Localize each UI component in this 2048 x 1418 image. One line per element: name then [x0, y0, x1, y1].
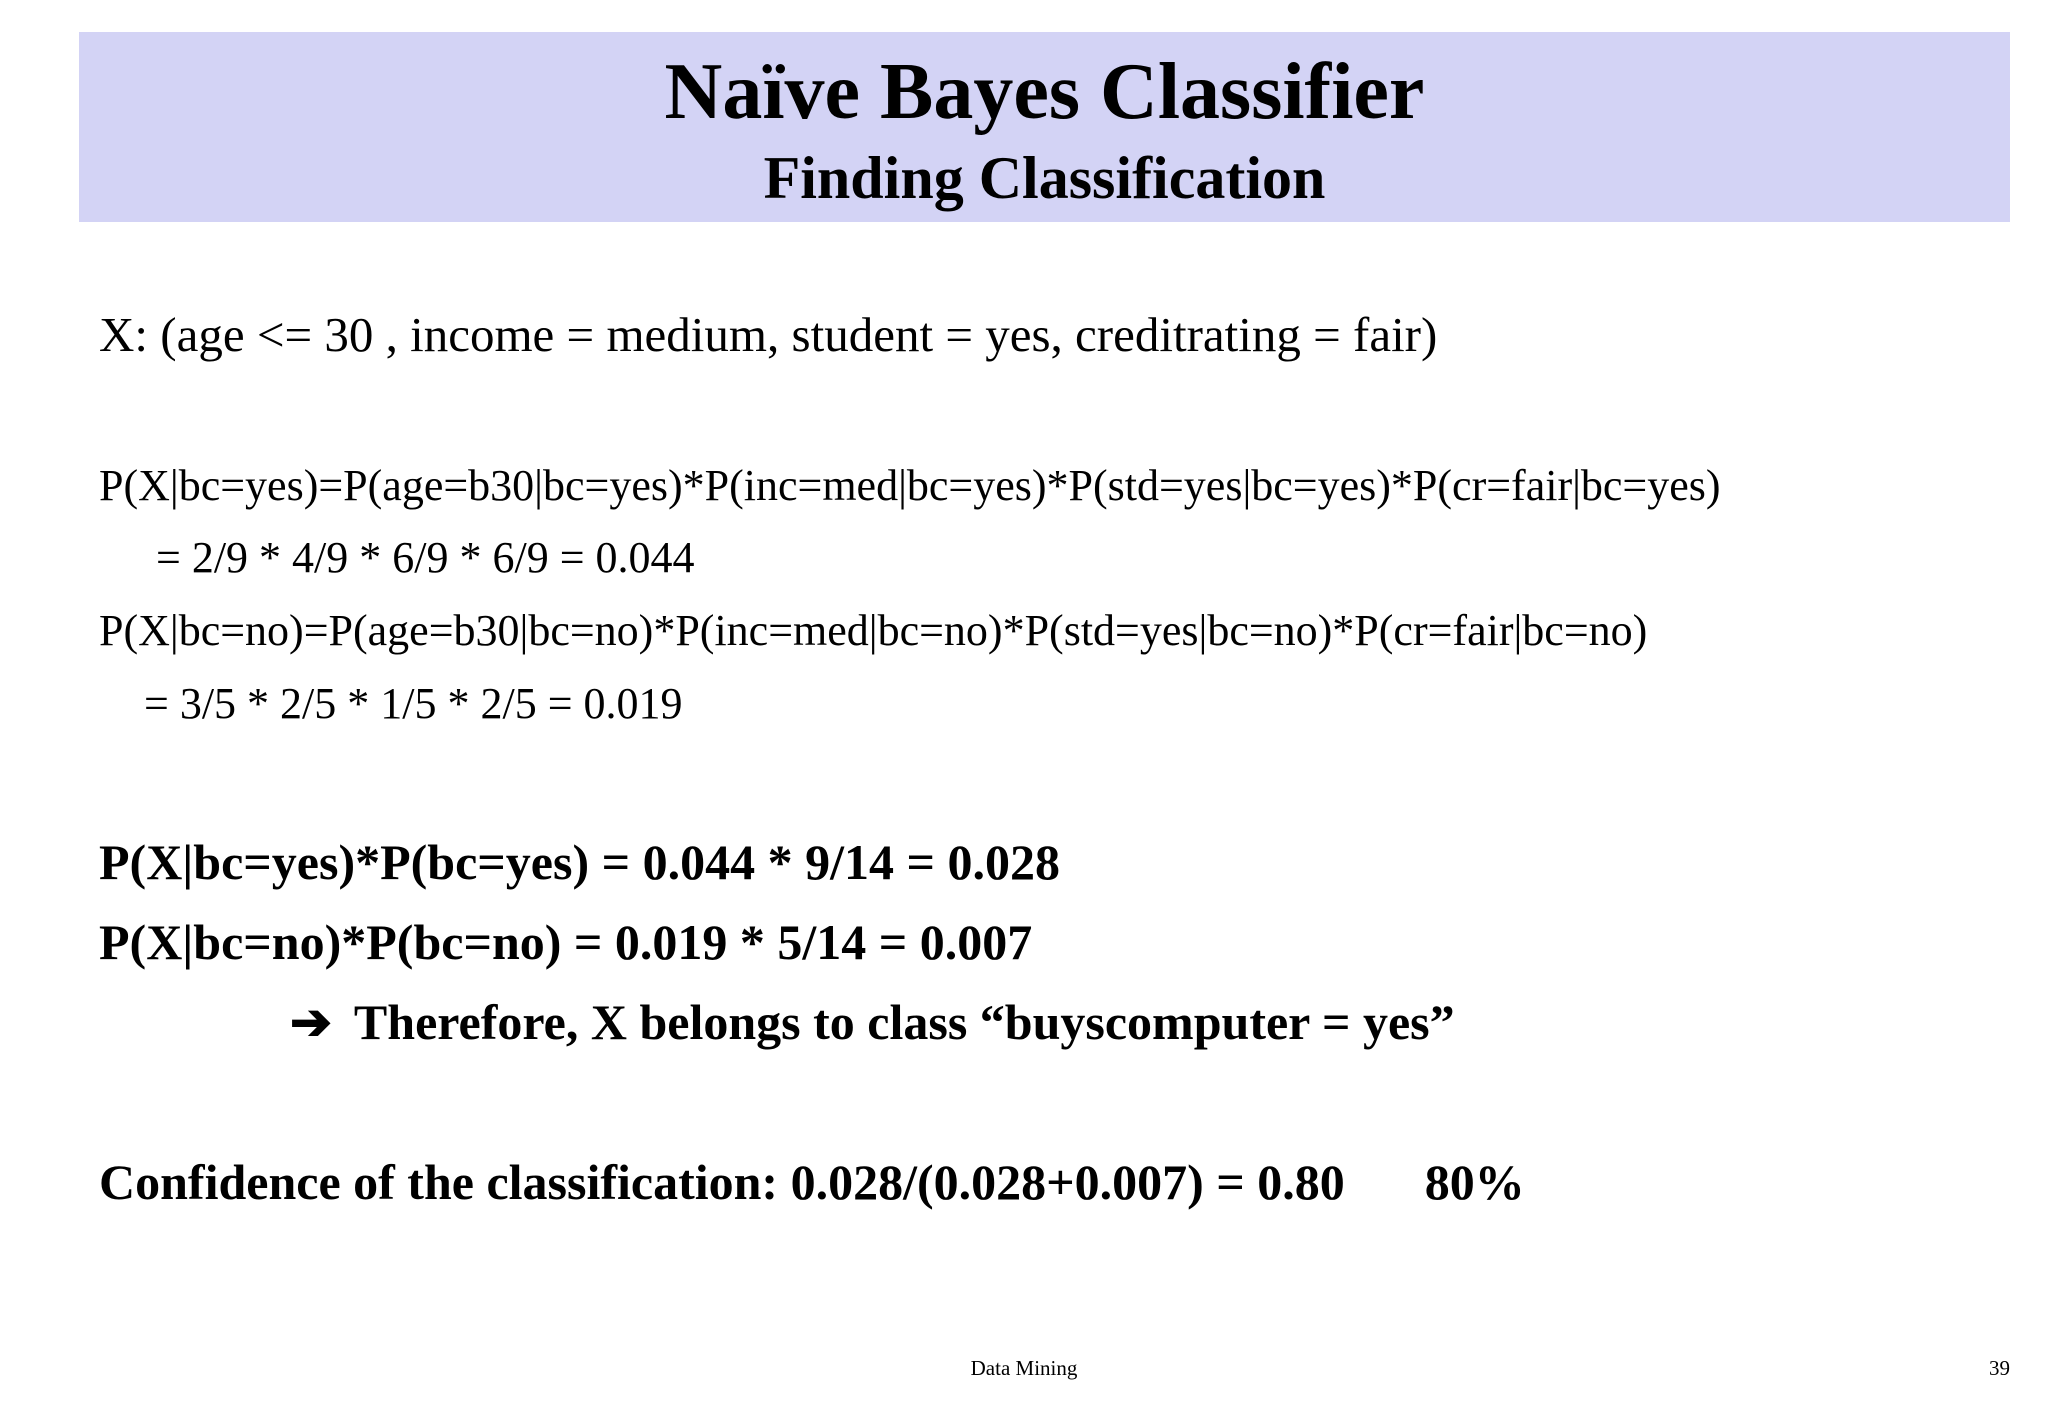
likelihood-no-value: = 3/5 * 2/5 * 1/5 * 2/5 = 0.019: [144, 679, 683, 728]
confidence-text: Confidence of the classification: 0.028/(0.028+0.007) = 0.80: [99, 1154, 1345, 1210]
likelihood-no-formula: P(X|bc=no)=P(age=b30|bc=no)*P(inc=med|bc=no)*P(std=yes|bc=no)*P(cr=fair|bc=no): [99, 606, 1648, 655]
footer-course: Data Mining: [970, 1356, 1078, 1380]
conclusion-text: Therefore, X belongs to class “buyscomputer = yes”: [353, 994, 1455, 1050]
title-band: [79, 32, 2010, 222]
slide-title: Naïve Bayes Classifier: [664, 48, 1425, 136]
likelihood-yes-value: = 2/9 * 4/9 * 6/9 * 6/9 = 0.044: [156, 533, 695, 582]
confidence-percent: 80%: [1424, 1154, 1525, 1210]
conclusion-line: [290, 992, 1455, 1052]
page-number: 39: [1989, 1356, 2010, 1380]
posterior-yes: P(X|bc=yes)*P(bc=yes) = 0.044 * 9/14 = 0.028: [99, 834, 1060, 890]
confidence-line: [99, 1152, 1525, 1212]
slide-subtitle: Finding Classification: [763, 145, 1326, 211]
likelihood-yes-formula: P(X|bc=yes)=P(age=b30|bc=yes)*P(inc=med|bc=yes)*P(std=yes|bc=yes)*P(cr=fair|bc=yes): [99, 461, 1721, 510]
posterior-no: P(X|bc=no)*P(bc=no) = 0.019 * 5/14 = 0.007: [99, 914, 1033, 970]
right-arrow-icon: ➔: [290, 994, 332, 1050]
x-definition: X: (age <= 30 , income = medium, student = yes, creditrating = fair): [99, 307, 1438, 362]
